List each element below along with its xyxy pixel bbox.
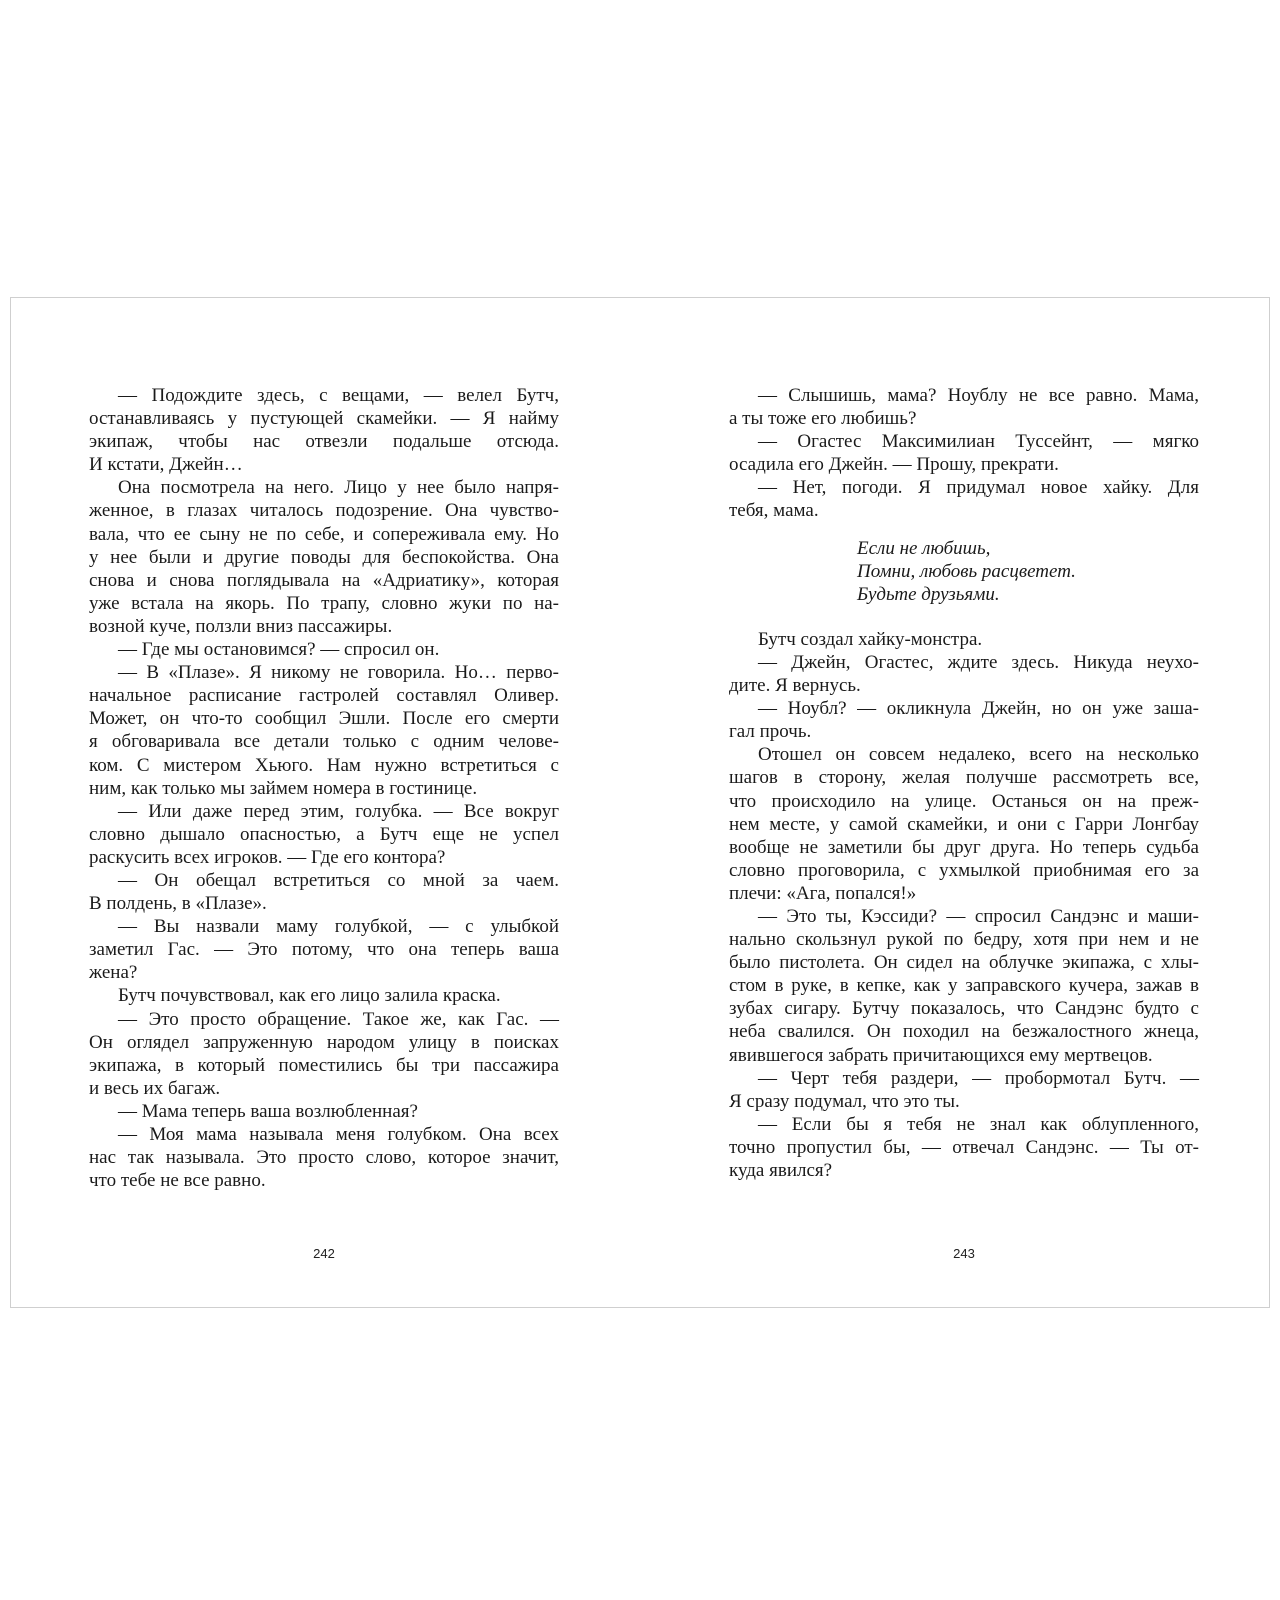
text-line: — В «Плазе». Я никому не говорила. Но… перво- — [118, 662, 559, 684]
left-page-text — [89, 384, 559, 1192]
text-line: а ты тоже его любишь? — [729, 408, 917, 430]
haiku-poem — [729, 537, 1199, 606]
right-page-text-after-poem — [729, 628, 1199, 1182]
text-line: плечи: «Ага, попался!» — [729, 882, 917, 904]
text-line: — Джейн, Огастес, ждите здесь. Никуда неухо- — [758, 651, 1199, 673]
right-page-text-before-poem — [729, 384, 1199, 523]
text-line: осадила его Джейн. — Прошу, прекрати. — [729, 454, 1059, 476]
text-line: Может, он что-то сообщил Эшли. После его смерти — [89, 708, 559, 730]
text-line: нас так называла. Это просто слово, которое значит, — [89, 1147, 559, 1169]
text-line: неба свалился. Он походил на безжалостного жнеца, — [729, 1021, 1199, 1043]
text-line: что тебе не все равно. — [89, 1170, 266, 1192]
text-line: зубах сигару. Бутчу показалось, что Сандэнс будто с — [729, 998, 1199, 1020]
text-line: начальное расписание гастролей составлял Оливер. — [89, 685, 559, 707]
text-line: вообще не заметили бы друг друга. Но теперь судьба — [729, 836, 1199, 858]
text-line: Отошел он совсем недалеко, всего на несколько — [758, 744, 1199, 766]
text-line: было пистолета. Он сидел на облучке экипажа, с хлы- — [729, 952, 1199, 974]
poem-line: Будьте друзьями. — [857, 583, 1000, 605]
text-line: точно пропустил бы, — отвечал Сандэнс. — Ты от- — [729, 1136, 1199, 1158]
text-line: — Вы назвали маму голубкой, — с улыбкой — [118, 916, 559, 938]
text-line: дите. Я вернусь. — [729, 675, 861, 697]
text-line: Он оглядел запруженную народом улицу в поисках — [89, 1031, 559, 1053]
text-line: ком. С мистером Хьюго. Нам нужно встретиться с — [89, 754, 559, 776]
text-line: нально скользнул рукой по бедру, хотя при нем и не — [729, 929, 1199, 951]
text-line: — Моя мама называла меня голубком. Она всех — [118, 1124, 559, 1145]
text-line: — Это просто обращение. Такое же, как Гас. — — [118, 1008, 559, 1030]
text-line: — Огастес Максимилиан Туссейнт, — мягко — [758, 431, 1199, 453]
text-line: гал прочь. — [729, 721, 812, 743]
text-line: — Мама теперь ваша возлюбленная? — [118, 1100, 418, 1122]
text-line: словно дышало опасностью, а Бутч еще не успел — [89, 823, 559, 845]
text-line: тебя, мама. — [729, 500, 819, 522]
text-line: шагов в сторону, желая получше рассмотреть все, — [729, 767, 1199, 789]
text-line: раскусить всех игроков. — Где его контора? — [89, 846, 446, 868]
poem-line: Помни, любовь расцветет. — [857, 560, 1076, 582]
book-spread — [10, 297, 1270, 1308]
text-line: — Нет, погоди. Я придумал новое хайку. Для — [758, 477, 1199, 499]
text-line: И кстати, Джейн… — [89, 454, 243, 476]
text-line: стом в руке, в кепке, как у заправского кучера, зажав в — [729, 975, 1199, 997]
text-line: — Подождите здесь, с вещами, — велел Бутч, — [118, 385, 559, 406]
text-line: что происходило на улице. Останься он на преж- — [729, 790, 1199, 812]
text-line: Бутч почувствовал, как его лицо залила краска. — [118, 985, 501, 1007]
text-line: женное, в глазах читалось подозрение. Она чувство- — [89, 500, 559, 522]
text-line: — Ноубл? — окликнула Джейн, но он уже зашa- — [758, 698, 1199, 720]
text-line: экипажа, в который поместились бы три пассажира — [89, 1054, 559, 1076]
text-line: словно проговорила, с ухмылкой приобнимая его за — [729, 859, 1199, 881]
text-line: явившегося забрать причитающихся ему мертвецов. — [729, 1044, 1153, 1066]
text-line: куда явился? — [729, 1160, 833, 1181]
page-number-right: 243 — [953, 1246, 975, 1261]
text-line: Бутч создал хайку-монстра. — [758, 628, 983, 650]
page-number-left: 242 — [313, 1246, 335, 1261]
text-line: возной куче, ползли вниз пассажиры. — [89, 615, 393, 637]
text-line: — Где мы остановимся? — спросил он. — [118, 639, 440, 661]
text-line: Она посмотрела на него. Лицо у нее было напря- — [118, 477, 559, 499]
text-line: экипаж, чтобы нас отвезли подальше отсюда. — [89, 431, 559, 453]
text-line: — Черт тебя раздери, — пробормотал Бутч. — — [758, 1067, 1199, 1089]
text-line: заметил Гас. — Это потому, что она теперь ваша — [89, 939, 559, 961]
text-line: нем месте, у самой скамейки, и они с Гарри Лонгбау — [729, 813, 1199, 835]
text-line: уже встала на якорь. По трапу, словно жуки по на- — [89, 592, 559, 614]
text-line: останавливаясь у пустующей скамейки. — Я найму — [89, 408, 559, 430]
text-line: — Он обещал встретиться со мной за чаем. — [118, 869, 559, 891]
text-line: ним, как только мы займем номера в гостинице. — [89, 777, 478, 799]
text-line: В полдень, в «Плазе». — [89, 893, 267, 915]
poem-line: Если не любишь, — [857, 537, 991, 559]
text-line: — Это ты, Кэссиди? — спросил Сандэнс и маши- — [758, 905, 1199, 927]
text-line: — Если бы я тебя не знал как облупленного, — [758, 1113, 1199, 1135]
text-line: жена? — [89, 962, 138, 984]
text-line: я обговаривала все детали только с одним челове- — [89, 731, 559, 753]
text-line: — Слышишь, мама? Ноублу не все равно. Мама, — [758, 385, 1199, 406]
right-page-text — [729, 384, 1199, 1182]
text-line: снова и снова поглядывала на «Адриатику», которая — [89, 569, 559, 591]
text-line: у нее были и другие поводы для беспокойства. Она — [89, 546, 559, 568]
text-line: и весь их багаж. — [89, 1077, 221, 1099]
text-line: Я сразу подумал, что это ты. — [729, 1090, 960, 1112]
text-line: вала, что ее сыну не по себе, и сопереживала ему. Но — [89, 523, 559, 545]
text-line: — Или даже перед этим, голубка. — Все вокруг — [118, 800, 559, 822]
